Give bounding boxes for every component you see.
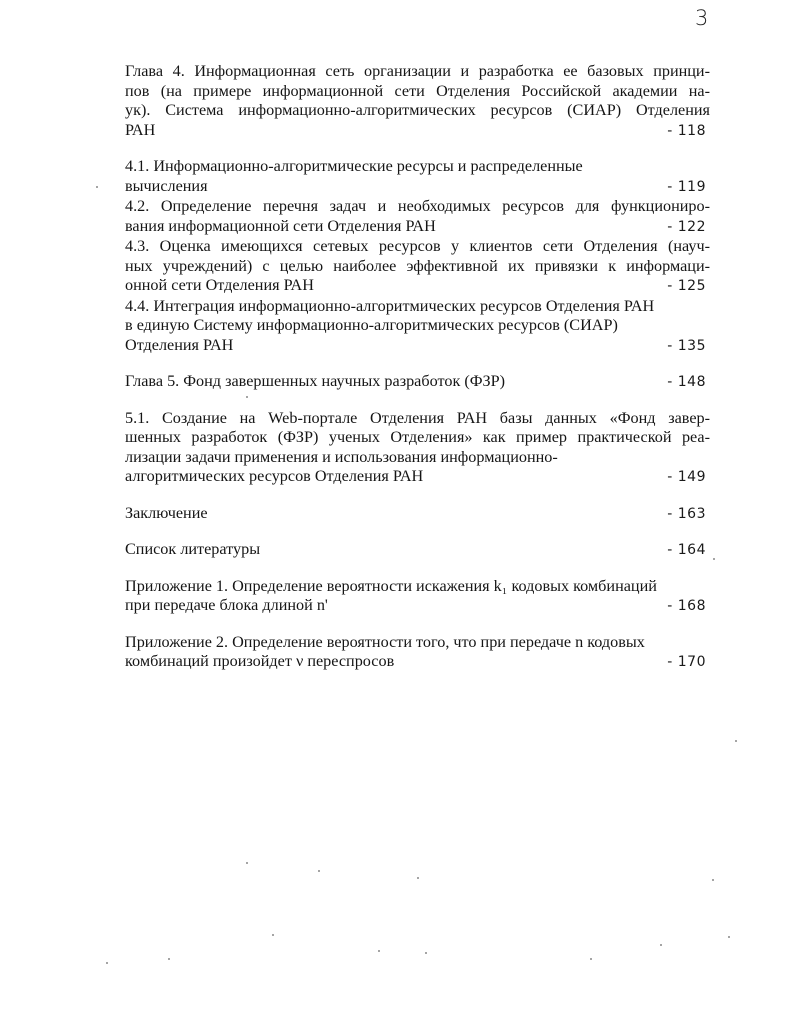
- toc-entry-section-4-2[interactable]: [125, 197, 710, 237]
- toc-entry-appendix-1[interactable]: [125, 577, 710, 617]
- scan-speck: [272, 934, 274, 936]
- toc-line: онной сети Отделения РАН: [125, 276, 314, 294]
- scan-speck: [246, 396, 248, 398]
- toc-line: РАН: [125, 120, 156, 139]
- toc-page-number: - 122: [667, 218, 706, 235]
- toc-page-number: - 125: [667, 278, 706, 294]
- scan-speck: [590, 958, 592, 960]
- scan-speck: [728, 936, 730, 938]
- toc-line: Глава 5. Фонд завершенных научных разработок (ФЗР): [125, 372, 506, 390]
- toc-line: Отделения РАН: [125, 335, 234, 354]
- toc-page-number: - 118: [667, 122, 706, 139]
- scan-speck: [425, 952, 427, 954]
- toc-entry-chapter-5[interactable]: [125, 372, 710, 393]
- scan-speck: [378, 950, 380, 952]
- toc-line: 4.2. Определение перечня задач и необходимых ресурсов для функциониро-: [125, 197, 710, 215]
- toc-line: 4.4. Интеграция информационно-алгоритмических ресурсов Отделения РАН: [125, 296, 655, 315]
- toc-page-number: - 163: [667, 505, 706, 522]
- scan-speck: [713, 558, 715, 560]
- toc-line: вычисления: [125, 176, 208, 195]
- toc-line: комбинаций произойдет ν переспросов: [125, 652, 395, 670]
- toc-line: в единую Систему информационно-алгоритмических ресурсов (СИАР): [125, 316, 618, 334]
- toc-page-number: - 149: [667, 469, 706, 485]
- toc-page-number: - 168: [667, 598, 706, 614]
- toc-entry-references[interactable]: [125, 540, 710, 561]
- toc-line: Заключение: [125, 503, 208, 522]
- scan-speck: [417, 877, 419, 879]
- toc-entry-section-4-4[interactable]: [125, 297, 710, 357]
- toc-entry-chapter-4[interactable]: [125, 62, 710, 141]
- toc-line: ных учреждений) с целью наиболее эффективной их привязки к информаци-: [125, 256, 710, 275]
- scan-speck: [712, 879, 714, 881]
- toc-entry-appendix-2[interactable]: [125, 633, 710, 673]
- toc-line: при передаче блока длиной n': [125, 596, 328, 614]
- toc-line: Глава 4. Информационная сеть организации и разработка ее базовых принци-: [125, 62, 710, 80]
- toc-page-number: - 148: [667, 374, 706, 390]
- toc-entry-section-5-1[interactable]: [125, 409, 710, 488]
- page-number: 3: [695, 6, 709, 30]
- toc-line: Список литературы: [125, 540, 261, 558]
- toc-page-number: - 119: [667, 178, 706, 195]
- scan-speck: [96, 186, 98, 188]
- toc-page-number: - 164: [667, 542, 706, 558]
- toc-line: пов (на примере информационной сети Отделения Российской академии на-: [125, 81, 710, 100]
- toc-line: алгоритмических ресурсов Отделения РАН: [125, 467, 424, 485]
- toc-entry-section-4-3[interactable]: [125, 237, 710, 297]
- toc-line: шенных разработок (ФЗР) ученых Отделения» как пример практической реа-: [125, 428, 710, 446]
- scan-speck: [106, 962, 108, 964]
- toc-line: лизации задачи применения и использования информационно-: [125, 447, 558, 466]
- toc-line: Приложение 2. Определение вероятности того, что при передаче n кодовых: [125, 632, 645, 651]
- scan-speck: [246, 862, 248, 864]
- toc-line: 5.1. Создание на Web-портале Отделения РАН базы данных «Фонд завер-: [125, 408, 710, 427]
- toc-entry-section-4-1[interactable]: [125, 157, 710, 197]
- scan-speck: [735, 740, 737, 742]
- toc-line: 4.3. Оценка имеющихся сетевых ресурсов у клиентов сети Отделения (науч-: [125, 237, 710, 255]
- toc-line: вания информационной сети Отделения РАН: [125, 216, 436, 235]
- scan-speck: [660, 944, 662, 946]
- toc-page-number: - 135: [667, 337, 706, 354]
- toc-entry-conclusion[interactable]: [125, 504, 710, 525]
- toc-line: 4.1. Информационно-алгоритмические ресурсы и распределенные: [125, 157, 583, 175]
- toc-page-number: - 170: [667, 654, 706, 670]
- toc-line: Приложение 1. Определение вероятности искажения k₁ кодовых комбинаций: [125, 576, 657, 595]
- toc-line: ук). Система информационно-алгоритмических ресурсов (СИАР) Отделения: [125, 101, 710, 119]
- scan-speck: [318, 870, 320, 872]
- scan-speck: [168, 958, 170, 960]
- table-of-contents: [125, 62, 710, 673]
